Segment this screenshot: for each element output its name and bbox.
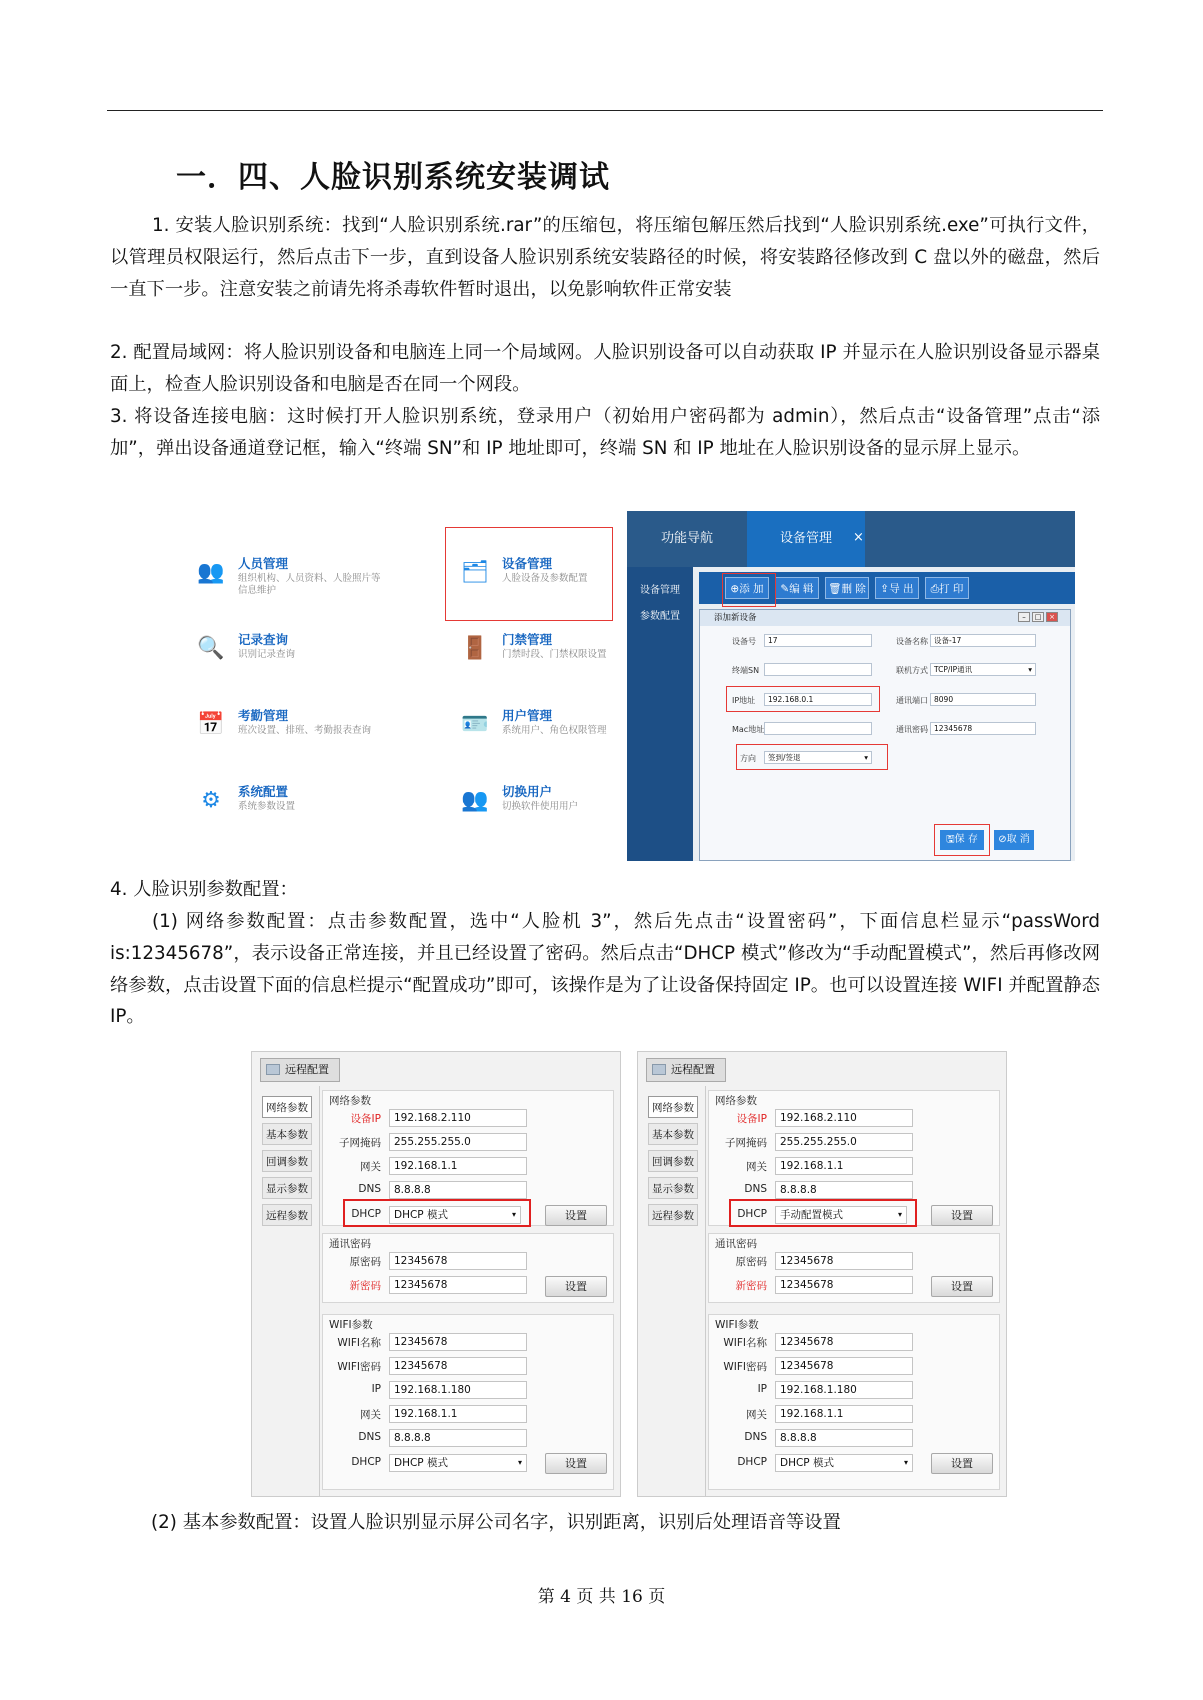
menu-title: 系统配置 — [238, 784, 289, 799]
dns-input[interactable]: 8.8.8.8 — [775, 1181, 913, 1199]
remote-config-panel-after — [637, 1051, 1007, 1497]
door-icon: 🚪 — [461, 636, 489, 661]
highlight-device-management — [445, 527, 613, 621]
menu-desc: 门禁时段、门禁权限设置 — [502, 649, 607, 660]
sidebar-item-device[interactable]: 设备管理 — [640, 585, 680, 596]
network-params-group — [322, 1090, 614, 1226]
menu-title: 门禁管理 — [502, 632, 553, 647]
paragraph-network: (1) 网络参数配置：点击参数配置，选中“人脸机 3”，然后先点击“设置密码”，下面信息栏显示“passWord is:12345678”，表示设备正常连接，并且已经设置了密码。然后点击“DHCP 模式”修改为“手动配置模式”，然后再修改网络参数，点击设置下面的信息栏提示“配置成功”即可，该操作是为了让设备保持固定 IP。也可以设置连接 WIFI 并配置静态 IP。 — [110, 911, 1100, 1028]
export-button[interactable]: ⇪导 出 — [875, 577, 919, 599]
window-icon — [266, 1064, 280, 1075]
wifi-ip-input[interactable]: 192.168.1.180 — [775, 1381, 913, 1399]
menu-item-personnel[interactable] — [196, 554, 386, 602]
wifi-params-group — [708, 1314, 1000, 1490]
label-device-name: 设备名称 — [896, 637, 928, 646]
label-gateway: 网关 — [360, 1161, 381, 1173]
direction-value: 签到/签退 — [768, 753, 801, 762]
remote-config-panel-before — [251, 1051, 621, 1497]
highlight-add — [722, 573, 776, 607]
group-title: WIFI参数 — [329, 1319, 373, 1331]
label-terminal-sn: 终端SN — [732, 666, 760, 675]
chevron-down-icon: ▾ — [511, 1210, 516, 1219]
label-password: 通讯密码 — [896, 725, 928, 734]
wifi-dns-input[interactable]: 8.8.8.8 — [775, 1429, 913, 1447]
terminal-sn-input[interactable] — [764, 663, 872, 676]
add-device-dialog — [699, 609, 1071, 861]
chevron-down-icon: ▾ — [897, 1210, 902, 1219]
tab-remote-config[interactable] — [646, 1058, 726, 1082]
menu-title: 记录查询 — [238, 632, 289, 647]
device-ip-input[interactable]: 192.168.2.110 — [389, 1109, 527, 1127]
paragraph-connect: 3. 将设备连接电脑：这时候打开人脸识别系统，登录用户（初始用户密码都为 admin），然后点击“设备管理”点击“添加”，弹出设备通道登记框，输入“终端 SN”和 IP 地址即可，终端 SN 和 IP 地址在人脸识别设备的显示屏上显示。 — [110, 406, 1100, 459]
menu-item-switch-user[interactable] — [460, 782, 650, 830]
highlight-ip — [726, 686, 880, 712]
menu-title: 人员管理 — [238, 556, 289, 571]
old-password-input[interactable]: 12345678 — [775, 1252, 913, 1270]
tab-basic-params[interactable]: 基本参数 — [262, 1123, 312, 1145]
label-link-mode: 联机方式 — [896, 666, 928, 675]
maximize-icon[interactable]: □ — [1032, 612, 1044, 622]
save-button[interactable]: 🖫保 存 — [940, 830, 984, 850]
tab-function-nav[interactable]: 功能导航 — [660, 531, 713, 546]
paragraph-params: 4. 人脸识别参数配置： — [110, 879, 298, 900]
old-password-input[interactable]: 12345678 — [389, 1252, 527, 1270]
label-wifi-dns: DNS — [358, 1431, 381, 1443]
label-wifi-dhcp: DHCP — [351, 1456, 381, 1468]
wifi-password-input[interactable]: 12345678 — [775, 1357, 913, 1375]
gear-icon: ⚙ — [201, 788, 221, 813]
menu-title: 考勤管理 — [238, 708, 289, 723]
function-menu-figure — [180, 518, 620, 858]
cancel-button[interactable]: ⊘取 消 — [994, 830, 1034, 850]
add-button[interactable]: ⊕添 加 — [725, 577, 769, 599]
label-device-ip: 设备IP — [350, 1113, 381, 1125]
sidebar-item-params[interactable]: 参数配置 — [640, 611, 680, 622]
label-mask: 子网掩码 — [339, 1137, 381, 1149]
dialog-title: 添加新设备 — [700, 610, 1070, 626]
group-title: 通讯密码 — [715, 1238, 757, 1250]
gateway-input[interactable]: 192.168.1.1 — [775, 1157, 913, 1175]
label-mac: Mac地址 — [732, 725, 765, 734]
minimize-icon[interactable]: – — [1018, 612, 1030, 622]
config-left-tabs — [252, 1086, 320, 1497]
label-port: 通讯端口 — [896, 696, 928, 705]
link-mode-select[interactable] — [930, 663, 1036, 676]
tab-label: 远程配置 — [671, 1063, 715, 1076]
label-wifi-dhcp: DHCP — [737, 1456, 767, 1468]
wifi-gateway-input[interactable]: 192.168.1.1 — [389, 1405, 527, 1423]
label-device-ip: 设备IP — [736, 1113, 767, 1125]
group-title: 网络参数 — [715, 1095, 757, 1107]
highlight-save — [934, 824, 990, 856]
label-wifi-ip: IP — [757, 1383, 767, 1395]
label-wifi-dns: DNS — [744, 1431, 767, 1443]
dhcp-value: 手动配置模式 — [780, 1209, 843, 1221]
label-wifi-name: WIFI名称 — [723, 1337, 767, 1349]
window-icon — [652, 1064, 666, 1075]
group-title: WIFI参数 — [715, 1319, 759, 1331]
menu-item-users[interactable] — [460, 706, 650, 754]
sidebar — [627, 567, 693, 861]
edit-button[interactable]: ✎编 辑 — [775, 577, 819, 599]
menu-desc: 班次设置、排班、考勤报表查询 — [238, 725, 372, 736]
close-icon[interactable]: × — [853, 530, 864, 545]
menu-desc: 识别记录查询 — [238, 649, 296, 660]
port-input[interactable]: 8090 — [930, 693, 1036, 706]
wifi-name-input[interactable]: 12345678 — [389, 1333, 527, 1351]
menu-desc: 系统参数设置 — [238, 801, 296, 812]
network-params-group — [708, 1090, 1000, 1226]
dns-input[interactable]: 8.8.8.8 — [389, 1181, 527, 1199]
page-footer: 第 4 页 共 16 页 — [537, 1587, 666, 1607]
label-old-password: 原密码 — [735, 1256, 767, 1268]
label-new-password: 新密码 — [349, 1280, 381, 1292]
tab-remote-config[interactable] — [260, 1058, 340, 1082]
header-rule — [107, 110, 1103, 111]
tab-network-params[interactable]: 网络参数 — [262, 1096, 312, 1118]
tab-remote-params[interactable]: 远程参数 — [648, 1204, 698, 1226]
chevron-down-icon: ▾ — [1028, 665, 1032, 674]
highlight-dhcp — [343, 1199, 531, 1227]
label-wifi-gateway: 网关 — [746, 1409, 767, 1421]
new-password-input[interactable]: 12345678 — [775, 1276, 913, 1294]
label-dns: DNS — [744, 1183, 767, 1195]
mask-input[interactable]: 255.255.255.0 — [775, 1133, 913, 1151]
network-set-button[interactable]: 设置 — [545, 1205, 607, 1226]
password-set-button[interactable]: 设置 — [545, 1276, 607, 1297]
paragraph-lan: 2. 配置局域网：将人脸识别设备和电脑连上同一个局域网。人脸识别设备可以自动获取 IP 并显示在人脸识别设备显示器桌面上，检查人脸识别设备和电脑是否在同一个网段。 — [110, 342, 1100, 395]
mac-input[interactable] — [764, 722, 872, 735]
password-group — [322, 1233, 614, 1303]
wifi-set-button[interactable]: 设置 — [545, 1453, 607, 1474]
label-mask: 子网掩码 — [725, 1137, 767, 1149]
password-group — [708, 1233, 1000, 1303]
menu-item-records[interactable] — [196, 630, 386, 678]
config-left-tabs — [638, 1086, 706, 1497]
wifi-set-button[interactable]: 设置 — [931, 1453, 993, 1474]
new-password-input[interactable]: 12345678 — [389, 1276, 527, 1294]
label-dns: DNS — [358, 1183, 381, 1195]
tab-display-params[interactable]: 显示参数 — [262, 1177, 312, 1199]
ip-input[interactable]: 192.168.0.1 — [764, 693, 872, 706]
label-wifi-password: WIFI密码 — [723, 1361, 767, 1373]
label-wifi-password: WIFI密码 — [337, 1361, 381, 1373]
dhcp-value: DHCP 模式 — [394, 1209, 448, 1221]
calendar-icon: 📅 — [197, 712, 225, 737]
menu-title: 切换用户 — [502, 784, 553, 799]
tab-device-management[interactable]: 设备管理 — [747, 511, 865, 567]
wifi-dhcp-select[interactable] — [775, 1454, 913, 1472]
search-icon: 🔍 — [197, 636, 225, 661]
top-nav — [627, 511, 1075, 567]
chevron-down-icon: ▾ — [517, 1458, 522, 1467]
label-wifi-gateway: 网关 — [360, 1409, 381, 1421]
menu-item-attendance[interactable] — [196, 706, 386, 754]
wifi-password-input[interactable]: 12345678 — [389, 1357, 527, 1375]
paragraph-basic-params: (2) 基本参数配置：设置人脸识别显示屏公司名字，识别距离，识别后处理语音等设置 — [151, 1512, 841, 1533]
tab-callback-params[interactable]: 回调参数 — [648, 1150, 698, 1172]
password-input[interactable]: 12345678 — [930, 722, 1036, 735]
label-dhcp: DHCP — [737, 1208, 767, 1220]
tab-network-params[interactable]: 网络参数 — [648, 1096, 698, 1118]
wifi-name-input[interactable]: 12345678 — [775, 1333, 913, 1351]
device-ip-input[interactable]: 192.168.2.110 — [775, 1109, 913, 1127]
menu-item-access[interactable] — [460, 630, 650, 678]
wifi-gateway-input[interactable]: 192.168.1.1 — [775, 1405, 913, 1423]
menu-title: 用户管理 — [502, 708, 553, 723]
print-button[interactable]: ⎙打 印 — [925, 577, 969, 599]
wifi-dhcp-value: DHCP 模式 — [780, 1457, 834, 1469]
network-set-button[interactable]: 设置 — [931, 1205, 993, 1226]
menu-title: 设备管理 — [502, 556, 553, 571]
label-old-password: 原密码 — [349, 1256, 381, 1268]
device-management-screenshot — [627, 511, 1075, 861]
link-mode-value: TCP/IP通讯 — [934, 665, 973, 674]
label-gateway: 网关 — [746, 1161, 767, 1173]
menu-desc: 切换软件使用用户 — [502, 801, 579, 812]
close-icon[interactable]: × — [1046, 612, 1058, 622]
password-set-button[interactable]: 设置 — [931, 1276, 993, 1297]
wifi-ip-input[interactable]: 192.168.1.180 — [389, 1381, 527, 1399]
id-card-icon: 🪪 — [461, 712, 489, 737]
chevron-down-icon: ▾ — [903, 1458, 908, 1467]
tab-callback-params[interactable]: 回调参数 — [262, 1150, 312, 1172]
switch-user-icon: 👥 — [461, 788, 489, 813]
label-direction: 方向 — [740, 754, 756, 763]
highlight-dhcp — [729, 1199, 917, 1227]
label-device-no: 设备号 — [732, 637, 756, 646]
wifi-params-group — [322, 1314, 614, 1490]
label-new-password: 新密码 — [735, 1280, 767, 1292]
label-ip: IP地址 — [732, 696, 756, 705]
label-dhcp: DHCP — [351, 1208, 381, 1220]
wifi-dns-input[interactable]: 8.8.8.8 — [389, 1429, 527, 1447]
menu-item-system[interactable] — [196, 782, 386, 830]
mask-input[interactable]: 255.255.255.0 — [389, 1133, 527, 1151]
device-no-input[interactable]: 17 — [764, 634, 872, 647]
delete-button[interactable]: 🗑删 除 — [825, 577, 869, 599]
tab-basic-params[interactable]: 基本参数 — [648, 1123, 698, 1145]
tab-remote-params[interactable]: 远程参数 — [262, 1204, 312, 1226]
chevron-down-icon: ▾ — [864, 753, 868, 762]
menu-desc: 系统用户、角色权限管理 — [502, 725, 607, 736]
users-icon: 👥 — [197, 560, 225, 585]
highlight-direction — [736, 744, 888, 770]
device-name-input[interactable]: 设备-17 — [930, 634, 1036, 647]
wifi-dhcp-select[interactable] — [389, 1454, 527, 1472]
gateway-input[interactable]: 192.168.1.1 — [389, 1157, 527, 1175]
tab-display-params[interactable]: 显示参数 — [648, 1177, 698, 1199]
menu-desc: 人脸设备及参数配置 — [502, 573, 588, 584]
label-wifi-ip: IP — [371, 1383, 381, 1395]
group-title: 网络参数 — [329, 1095, 371, 1107]
group-title: 通讯密码 — [329, 1238, 371, 1250]
wifi-dhcp-value: DHCP 模式 — [394, 1457, 448, 1469]
tab-label: 远程配置 — [285, 1063, 329, 1076]
label-wifi-name: WIFI名称 — [337, 1337, 381, 1349]
section-heading: 一．四、人脸识别系统安装调试 — [176, 160, 610, 195]
folder-icon: 🗂 — [461, 560, 489, 585]
menu-desc: 组织机构、人员资料、人脸照片等信息维护 — [238, 573, 381, 596]
paragraph-install: 1. 安装人脸识别系统：找到“人脸识别系统.rar”的压缩包，将压缩包解压然后找到“人脸识别系统.exe”可执行文件，以管理员权限运行，然后点击下一步，直到设备人脸识别系统安装路径的时候，将安装路径修改到 C 盘以外的磁盘，然后一直下一步。注意安装之前请先将杀毒软件暂时退出，以免影响软件正常安装 — [110, 215, 1100, 300]
